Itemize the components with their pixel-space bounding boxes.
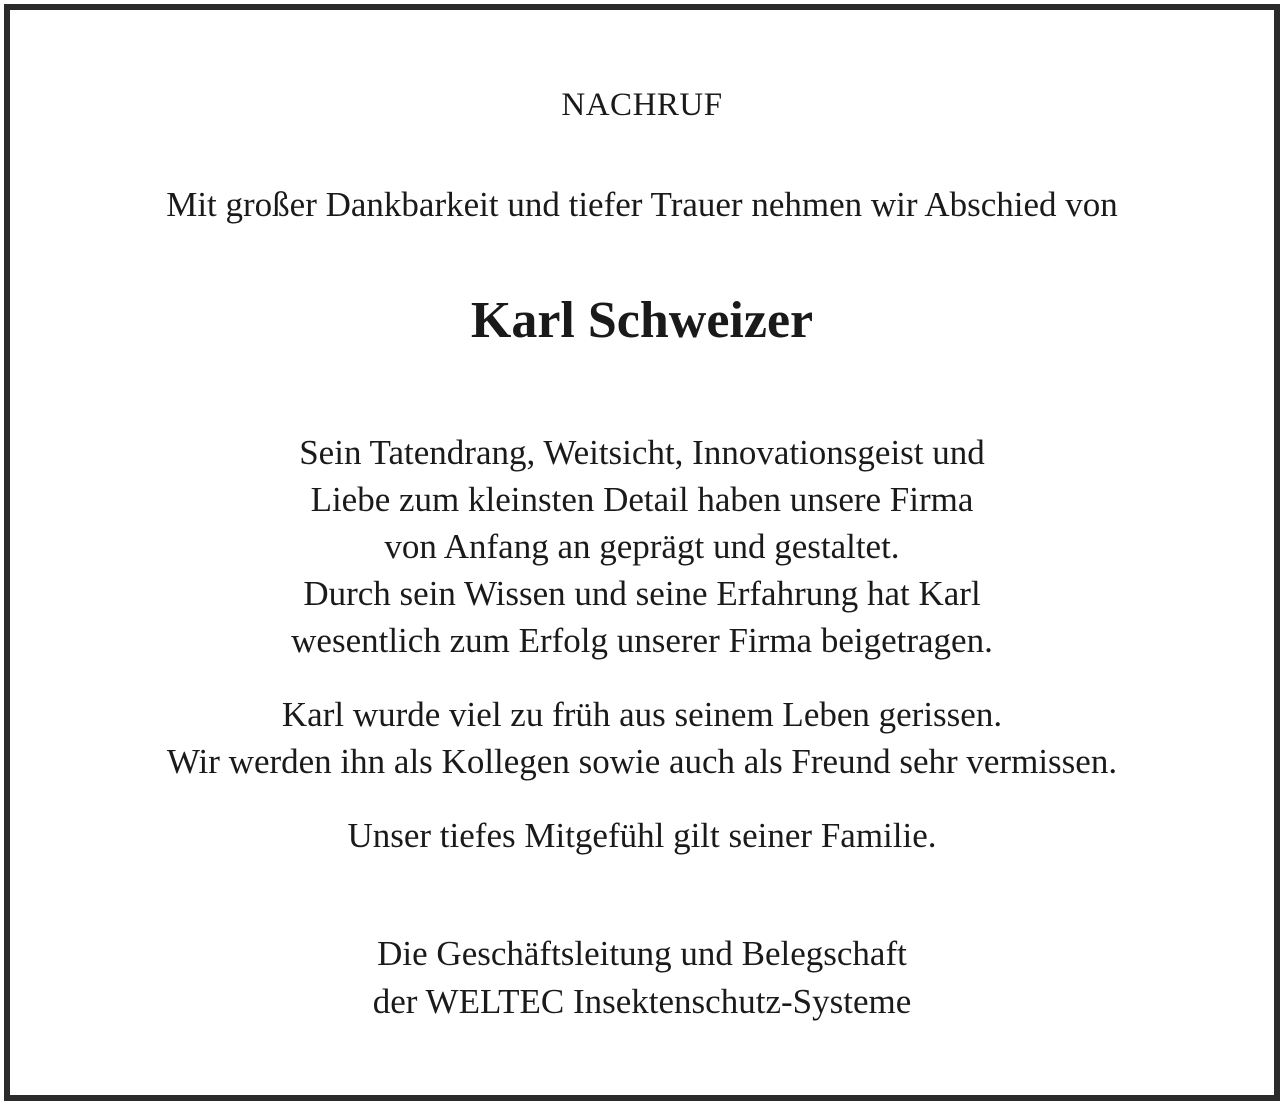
paragraph1-line: Sein Tatendrang, Weitsicht, Innovationsgeist und: [299, 433, 985, 472]
paragraph2-line: Wir werden ihn als Kollegen sowie auch als Freund sehr vermissen.: [166, 742, 1118, 781]
signature-line: Die Geschäftsleitung und Belegschaft: [377, 934, 907, 973]
paragraph1-line: Liebe zum kleinsten Detail haben unsere Firma: [310, 480, 974, 519]
paragraph1-line: von Anfang an geprägt und gestaltet.: [384, 527, 900, 566]
obituary-frame: [4, 4, 1280, 1101]
deceased-name: Karl Schweizer: [470, 292, 814, 349]
intro-line: Mit großer Dankbarkeit und tiefer Trauer nehmen wir Abschied von: [166, 185, 1118, 224]
signature-line: der WELTEC Insektenschutz-Systeme: [372, 982, 912, 1021]
paragraph1-line: Durch sein Wissen und seine Erfahrung hat Karl: [303, 574, 981, 613]
condolence-line: Unser tiefes Mitgefühl gilt seiner Familie.: [347, 816, 937, 855]
paragraph1-line: wesentlich zum Erfolg unserer Firma beigetragen.: [291, 621, 993, 660]
notice-heading: NACHRUF: [561, 87, 723, 123]
paragraph2-line: Karl wurde viel zu früh aus seinem Leben gerissen.: [281, 695, 1003, 734]
